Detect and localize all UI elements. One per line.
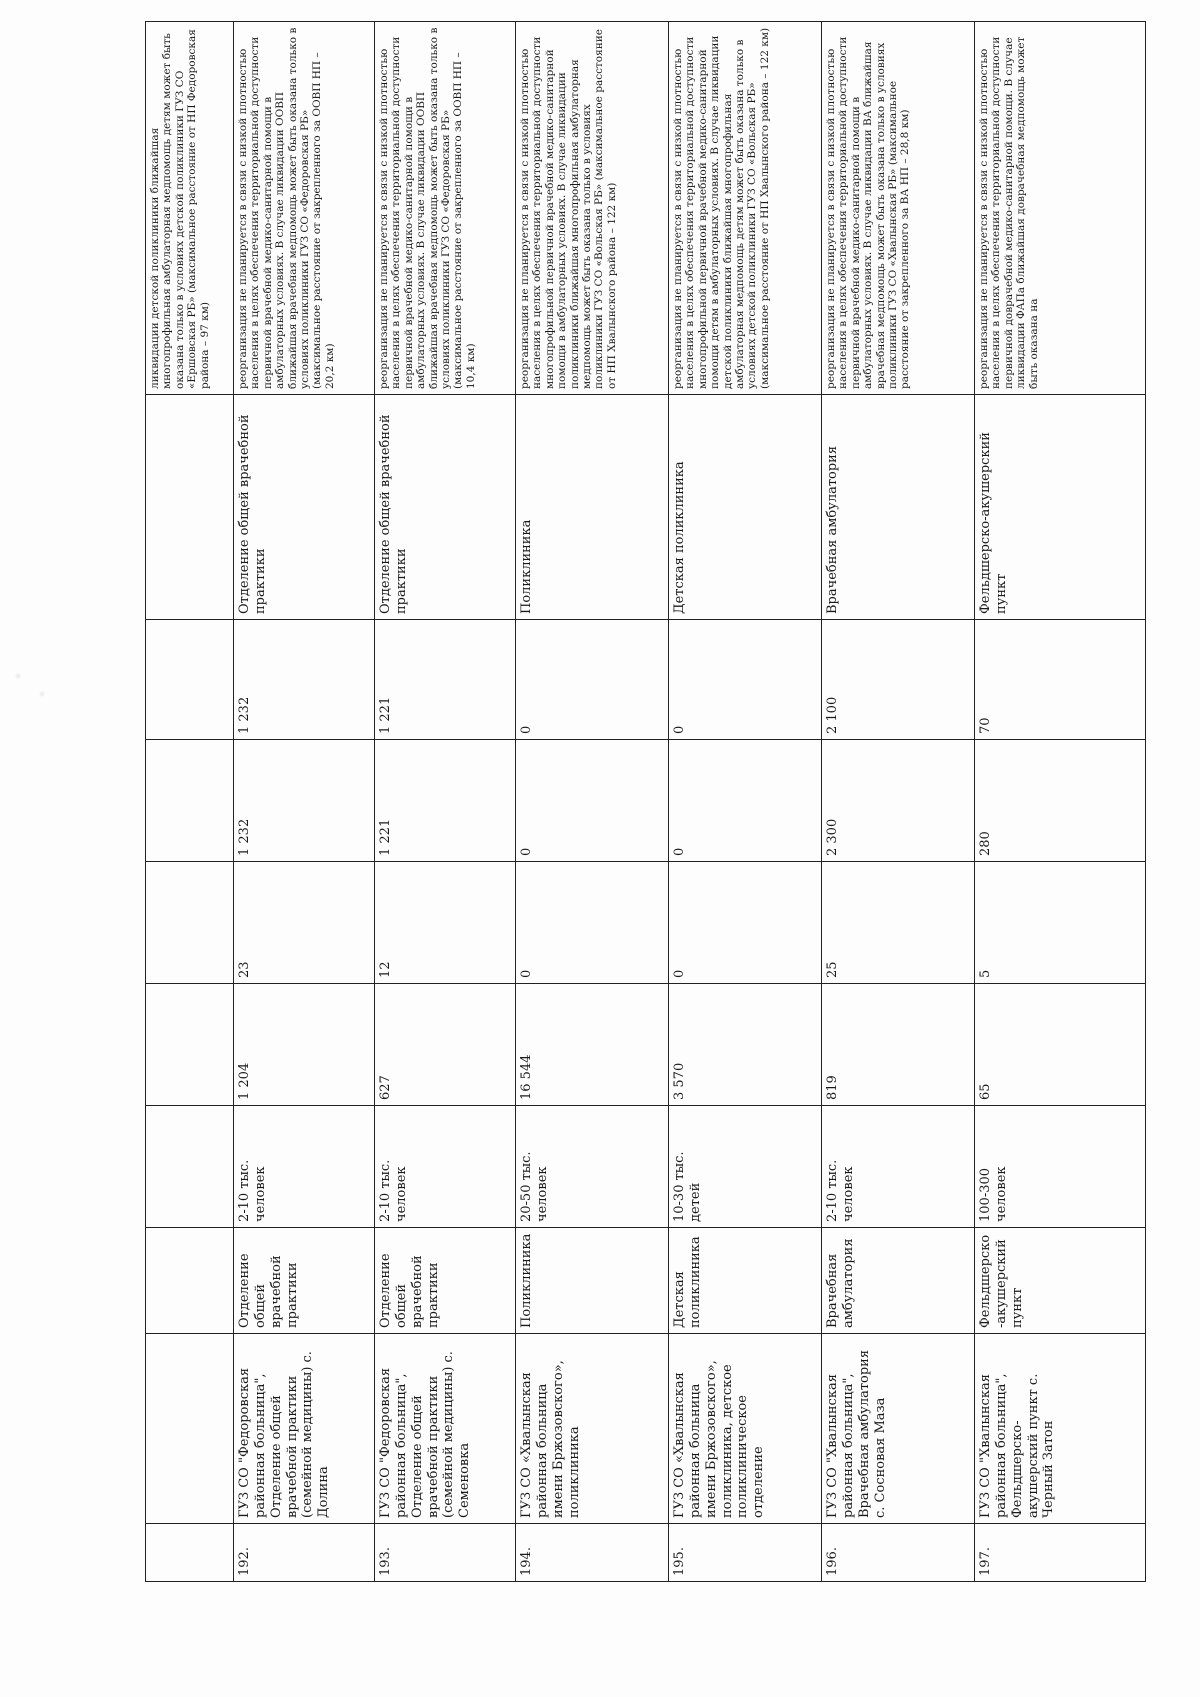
population-range: 2-10 тыс. человек [234, 1106, 375, 1228]
subdivision-type: Отделение общей врачебной практики [375, 395, 516, 620]
facility-type [146, 1228, 234, 1334]
population-range [146, 1106, 234, 1228]
scan-noise [0, 640, 60, 730]
table-row [516, 22, 669, 1582]
value-col-2: 12 [375, 862, 516, 984]
subdivision-type: Детская поликлиника [669, 395, 822, 620]
value-col-4: 0 [516, 620, 669, 740]
value-col-2 [146, 862, 234, 984]
value-col-4: 0 [669, 620, 822, 740]
value-col-3: 280 [975, 740, 1146, 862]
reorganization-note: реорганизация не планируется в связи с низкой плотностью населения в целях обеспечения территориальной доступности многопрофильной первичной врачебной медико-санитарной помощи в амбулаторных условиях. В случае ликвидации поликлиники ближайшая многопрофильная амбулаторная медпомощь может быть оказана только в условиях поликлиники ГУЗ СО «Вольская РБ» (максимальное расстояние от НП Хвалынского района – 122 км) [516, 22, 669, 395]
value-col-1: 627 [375, 984, 516, 1106]
reorganization-note: реорганизация не планируется в связи с низкой плотностью населения в целях обеспечения территориальной доступности первичной врачебной медико-санитарной помощи в амбулаторных условиях. В случае ликвидации ВА ближайшая врачебная медпомощь может быть оказана только в условиях поликлиники ГУЗ СО «Хвалынская РБ» (максимальное расстояние от закрепленного за ВА НП – 28,8 км) [822, 22, 975, 395]
population-range: 20-50 тыс. человек [516, 1106, 669, 1228]
facility-type: Поликлиника [516, 1228, 669, 1334]
value-col-3: 0 [516, 740, 669, 862]
row-number: 196. [822, 1524, 975, 1582]
organization-name: ГУЗ СО "Хвалынская районная больница", Фельдшерско-акушерский пункт с. Черный Затон [975, 1334, 1146, 1524]
table-row [146, 22, 234, 1582]
table-row [234, 22, 375, 1582]
value-col-4 [146, 620, 234, 740]
row-number: 197. [975, 1524, 1146, 1582]
value-col-1: 1 204 [234, 984, 375, 1106]
table-row [375, 22, 516, 1582]
subdivision-type: Фельдшерско-акушерский пункт [975, 395, 1146, 620]
organization-name: ГУЗ СО "Хвалынская районная больница", Врачебная амбулатория с. Сосновая Маза [822, 1334, 975, 1524]
row-number: 194. [516, 1524, 669, 1582]
value-col-2: 0 [669, 862, 822, 984]
reorganization-note: реорганизация не планируется в связи с низкой плотностью населения в целях обеспечения территориальной доступности первичной врачебной медико-санитарной помощи в амбулаторных условиях. В случае ликвидации ООВП ближайшая врачебная медпомощь может быть оказана только в условиях поликлиники ГУЗ СО «Федоровская РБ» (максимальное расстояние от закрепленного за ООВП НП – 20,2 км) [234, 22, 375, 395]
reorganization-note: ликвидации детской поликлиники ближайшая многопрофильная амбулаторная медпомощь детям может быть оказана только в условиях детской поликлиники ГУЗ СО «Ершовская РБ» (максимальное расстояние от НП Федоровская района – 97 км) [146, 22, 234, 395]
facility-type: Отделение общей врачебной практики [234, 1228, 375, 1334]
value-col-2: 5 [975, 862, 1146, 984]
rotated-table-wrapper [145, 22, 1145, 1582]
reorganization-note: реорганизация не планируется в связи с низкой плотностью населения в целях обеспечения территориальной доступности многопрофильной первичной врачебной медико-санитарной помощи детям в амбулаторных условиях. В случае ликвидации детской поликлиники ближайшая многопрофильная амбулаторная медпомощь детям может быть оказана только в условиях детской поликлиники ГУЗ СО «Вольская РБ» (максимальное расстояние от НП Хвалынского района – 122 км) [669, 22, 822, 395]
organization-name: ГУЗ СО «Хвалынская районная больница имени Бржозовского», поликлиника, детское поликлиническое отделение [669, 1334, 822, 1524]
organization-name: ГУЗ СО «Хвалынская районная больница имени Бржозовского», поликлиника [516, 1334, 669, 1524]
value-col-3: 0 [669, 740, 822, 862]
value-col-1: 65 [975, 984, 1146, 1106]
facility-type: Детская поликлиника [669, 1228, 822, 1334]
value-col-2: 25 [822, 862, 975, 984]
organization-name: ГУЗ СО "Федоровская районная больница", Отделение общей врачебной практики (семейной медицины) с. Семеновка [375, 1334, 516, 1524]
table-row [975, 22, 1146, 1582]
value-col-4: 1 232 [234, 620, 375, 740]
population-range: 2-10 тыс. человек [822, 1106, 975, 1228]
row-number: 193. [375, 1524, 516, 1582]
row-number: 195. [669, 1524, 822, 1582]
table-body [146, 22, 1146, 1582]
organization-name: ГУЗ СО "Федоровская районная больница", Отделение общей врачебной практики (семейной медицины) с. Долина [234, 1334, 375, 1524]
value-col-1: 3 570 [669, 984, 822, 1106]
value-col-2: 0 [516, 862, 669, 984]
population-range: 10-30 тыс. детей [669, 1106, 822, 1228]
value-col-1: 16 544 [516, 984, 669, 1106]
value-col-3: 1 221 [375, 740, 516, 862]
table-row [822, 22, 975, 1582]
population-range: 2-10 тыс. человек [375, 1106, 516, 1228]
facility-type: Врачебная амбулатория [822, 1228, 975, 1334]
organization-name [146, 1334, 234, 1524]
subdivision-type: Отделение общей врачебной практики [234, 395, 375, 620]
value-col-3 [146, 740, 234, 862]
value-col-4: 1 221 [375, 620, 516, 740]
value-col-3: 2 300 [822, 740, 975, 862]
row-number: 192. [234, 1524, 375, 1582]
facility-type: Отделение общей врачебной практики [375, 1228, 516, 1334]
value-col-1: 819 [822, 984, 975, 1106]
value-col-4: 2 100 [822, 620, 975, 740]
value-col-2: 23 [234, 862, 375, 984]
population-range: 100-300 человек [975, 1106, 1146, 1228]
table-row [669, 22, 822, 1582]
value-col-4: 70 [975, 620, 1146, 740]
facilities-table [145, 21, 1146, 1582]
subdivision-type: Врачебная амбулатория [822, 395, 975, 620]
reorganization-note: реорганизация не планируется в связи с низкой плотностью населения в целях обеспечения территориальной доступности первичной врачебной медико-санитарной помощи в амбулаторных условиях. В случае ликвидации ООВП ближайшая врачебная медпомощь может быть оказана только в условиях поликлиники ГУЗ СО «Федоровская РБ» (максимальное расстояние от закрепленного за ООВП НП – 10,4 км) [375, 22, 516, 395]
subdivision-type: Поликлиника [516, 395, 669, 620]
value-col-1 [146, 984, 234, 1106]
reorganization-note: реорганизация не планируется в связи с низкой плотностью населения в целях обеспечения территориальной доступности первичной доврачебной медико-санитарной помощи. В случае ликвидации ФАПа ближайшая доврачебная медпомощь может быть оказана на [975, 22, 1146, 395]
facility-type: Фельдшерско-акушерский пункт [975, 1228, 1146, 1334]
subdivision-type [146, 395, 234, 620]
row-number [146, 1524, 234, 1582]
value-col-3: 1 232 [234, 740, 375, 862]
